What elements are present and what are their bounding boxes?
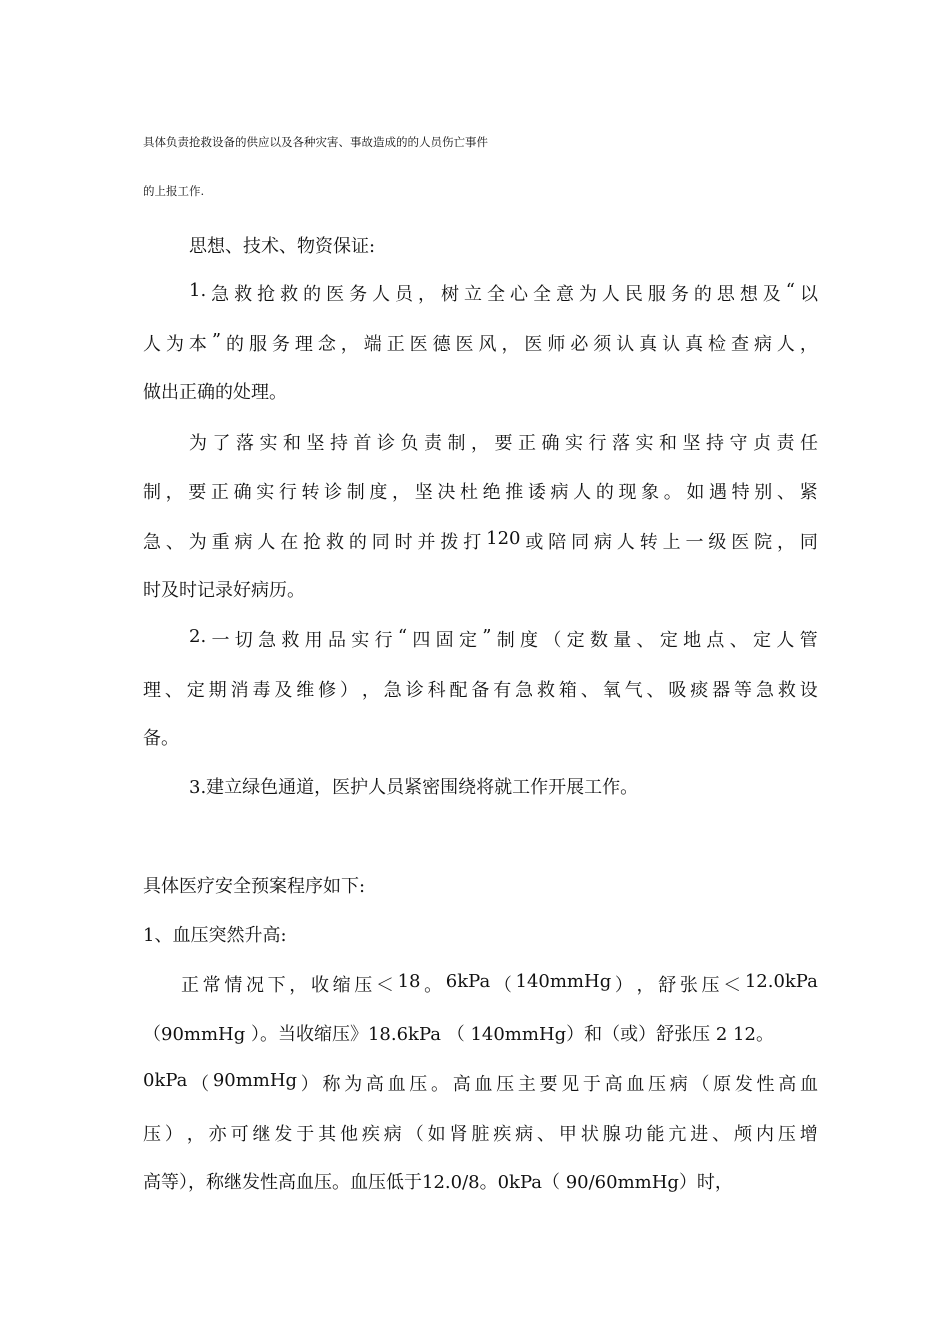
paragraph-3-line-3: 备。 <box>143 728 179 749</box>
paragraph-5-line-3: 0kPa （ 90mmHg ） 称 为 高 血 压 。 高 血 压 主 要 见 于 高 血 压 病 （ 原 发 性 高 血 <box>143 1070 818 1095</box>
paragraph-3-line-1: 2. 一 切 急 救 用 品 实 行 “ 四 固 定 ” 制 度 （ 定 数 量 、 定 地 点 、 定 人 管 <box>189 626 818 651</box>
paragraph-5-line-1: 正 常 情 况 下 ， 收 缩 压 ＜ 18 。 6kPa （ 140mmHg ） ， 舒 张 压 ＜ 12.0kPa <box>181 971 818 996</box>
paragraph-1-line-2: 人 为 本 ” 的 服 务 理 念 ， 端 正 医 德 医 风 ， 医 师 必 须 认 真 认 真 检 查 病 人 ， <box>143 330 818 355</box>
paragraph-1-line-3: 做出正确的处理。 <box>143 382 287 403</box>
paragraph-1-line-1: 1. 急 救 抢 救 的 医 务 人 员 ， 树 立 全 心 全 意 为 人 民 服 务 的 思 想 及 “ 以 <box>189 280 818 305</box>
subheading-blood-pressure: 1、血压突然升高: <box>143 925 287 946</box>
paragraph-5-line-5: 高等），称继发性高血压。血压低于12.0/8。0kPa（ 90/60mmHg）时， <box>143 1172 733 1193</box>
section-heading-procedures: 具体医疗安全预案程序如下: <box>143 876 366 897</box>
section-heading-guarantee: 思想、技术、物资保证: <box>189 236 376 257</box>
paragraph-2-line-2: 制 ， 要 正 确 实 行 转 诊 制 度 ， 坚 决 杜 绝 推 诿 病 人 的 现 象 。 如 遇 特 别 、 紧 <box>143 482 818 503</box>
paragraph-5-line-2: （90mmHg ）。当收缩压》18.6kPa （ 140mmHg）和（或）舒张压 2 12。 <box>143 1024 774 1045</box>
paragraph-3-line-2: 理 、 定 期 消 毒 及 维 修 ） ， 急 诊 科 配 备 有 急 救 箱 、 氧 气 、 吸 痰 器 等 急 救 设 <box>143 680 818 701</box>
paragraph-2-line-3: 急 、 为 重 病 人 在 抢 救 的 同 时 并 拨 打 120 或 陪 同 病 人 转 上 一 级 医 院 ， 同 <box>143 528 818 553</box>
text-line-2: 的上报工作. <box>143 184 205 198</box>
paragraph-5-line-4: 压 ） ， 亦 可 继 发 于 其 他 疾 病 （ 如 肾 脏 疾 病 、 甲 状 腺 功 能 亢 进 、 颅 内 压 增 <box>143 1124 818 1145</box>
paragraph-2-line-1: 为 了 落 实 和 坚 持 首 诊 负 责 制 ， 要 正 确 实 行 落 实 和 坚 持 守 贞 责 任 <box>189 433 818 454</box>
paragraph-2-line-4: 时及时记录好病历。 <box>143 580 305 601</box>
paragraph-4-line-1: 3.建立绿色通道，医护人员紧密围绕将就工作开展工作。 <box>189 777 639 798</box>
text-line-1: 具体负责抢救设备的供应以及各种灾害、事故造成的的人员伤亡事件 <box>143 135 488 149</box>
